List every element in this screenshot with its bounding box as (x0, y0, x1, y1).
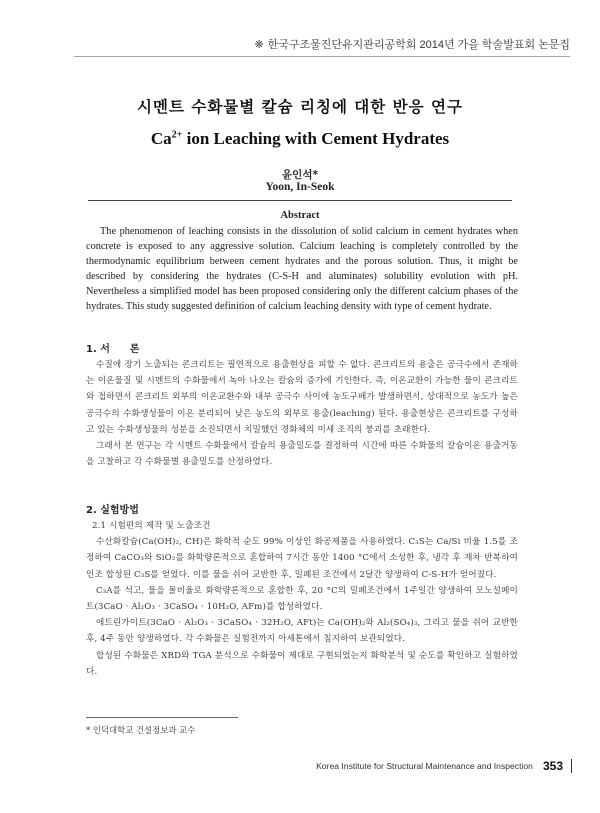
section-2-paragraph: 합성된 수화물은 XRD와 TGA 분석으로 수화물이 제대로 구현되었는지 화학분석 및 순도를 확인하고 실험하였다. (86, 650, 518, 677)
section-2-paragraph: 수산화칼슘(Ca(OH)₂, CH)은 화학적 순도 99% 이상인 화공제품을 사용하였다. C₃S는 Ca/Si 비율 1.5를 조정하여 CaCO₃와 SiO₂를 화학량론적으로 혼합하여 7시간 동안 1400 °C에서 소성한 후, 냉각 후 재차 반복하여 인조 합성된 C₃S를 얻었다. 이를 물을 쉬어 교반한 후, 밀폐된 조건에서 2달간 양생하여 C-S-H가 얻어졌다. (86, 537, 518, 580)
page-number: 353 (543, 759, 572, 773)
abstract-body (86, 224, 518, 314)
author-english: Yoon, In-Seok (265, 181, 335, 193)
running-header (254, 36, 570, 52)
section-1-body (86, 357, 518, 470)
title-korean: 시멘트 수화물별 칼슘 리칭에 대한 반응 연구 (137, 98, 463, 116)
footer-institute: Korea Institute for Structural Maintenance and Inspection (316, 761, 533, 771)
abstract-text: The phenomenon of leaching consists in the dissolution of solid calcium in cement hydrates when concrete is exposed to any aggressive solution. Calcium leaching is completely controlled by the thermodynamic equilibrium between cement hydrates and the porous solution. Thus, it might be described by considering the hydrates (C-S-H and aluminates) solubility evolution with pH. Nevertheless a simplified model has been proposed considering only the different calcium phases of the hydrates. This study suggested definition of calcium leaching density with type of cement hydrate. (86, 226, 518, 312)
title-english-superscript: 2+ (171, 129, 183, 141)
journal-logo-icon: ❋ (254, 38, 264, 51)
section-1-heading: 1. 서 론 (86, 344, 140, 355)
title-english-rest: ion Leaching with Cement Hydrates (182, 129, 450, 148)
section-1-paragraph: 수질에 장기 노출되는 콘크리트는 필연적으로 용출현상을 피할 수 없다. 콘크리트의 용출은 공극수에서 존재하는 이온물질 및 시멘트의 수화물에서 녹아 나오는 칼슘의 증가에 기인한다. 즉, 이온교환이 가능한 물이 콘크리트와 접하면서 콘크리트 외부의 이온교환수와 내부 공극수 사이에 농도구배가 발생하면서, 상대적으로 농도가 높은 공극수의 수화생성물이 이온 분리되어 낮은 농도의 외부로 용출(leaching) 된다. 용출현상은 콘크리트를 구성하고 있는 수화생성물의 성분을 소진되면서 치밀했던 경화체의 미세 조직의 붕괴를 초래한다. (86, 360, 518, 435)
section-2-1-subheading: 2.1 시험편의 제작 및 노출조건 (92, 521, 211, 531)
section-2-body (86, 518, 518, 680)
header-divider (74, 56, 570, 57)
section-2-heading: 2. 실험방법 (86, 505, 139, 516)
section-2-paragraph: C₃A를 석고, 물을 몰비율로 화학량론적으로 혼합한 후, 20 °C의 밀폐조건에서 1주일간 양생하여 모노설페이트(3CaO · Al₂O₃ · 3CaSO₄ · 10H₂O, AFm)를 합성하였다. (86, 585, 518, 613)
section-1-paragraph: 그래서 본 연구는 각 시멘트 수화물에서 칼슘의 용출밀도를 결정하여 시간에 따른 수화물의 칼슘이온 용출거동을 고찰하고 각 수화물별 용출밀도를 산정하였다. (86, 441, 518, 468)
author-footnote: * 인덕대학교 건설정보과 교수 (86, 725, 196, 735)
section-2-paragraph: 에트린가이트(3CaO · Al₂O₃ · 3CaSO₄ · 32H₂O, AFt)는 Ca(OH)₂와 Al₂(SO₄)₃, 그리고 물을 쉬어 교반한 후, 4주 동안 양생하였다. 각 수화물은 실험전까지 아세톤에서 침지하여 보관되었다. (86, 618, 518, 645)
author-divider (88, 200, 512, 201)
author-korean: 윤인석* (282, 169, 318, 181)
page-footer (316, 759, 572, 773)
abstract-heading: Abstract (280, 210, 320, 221)
title-english-prefix: Ca (150, 129, 172, 148)
running-header-text: 한국구조물진단유지관리공학회 2014년 가을 학술발표회 논문집 (267, 39, 570, 51)
footnote-divider (86, 717, 238, 718)
title-english (0, 129, 600, 149)
